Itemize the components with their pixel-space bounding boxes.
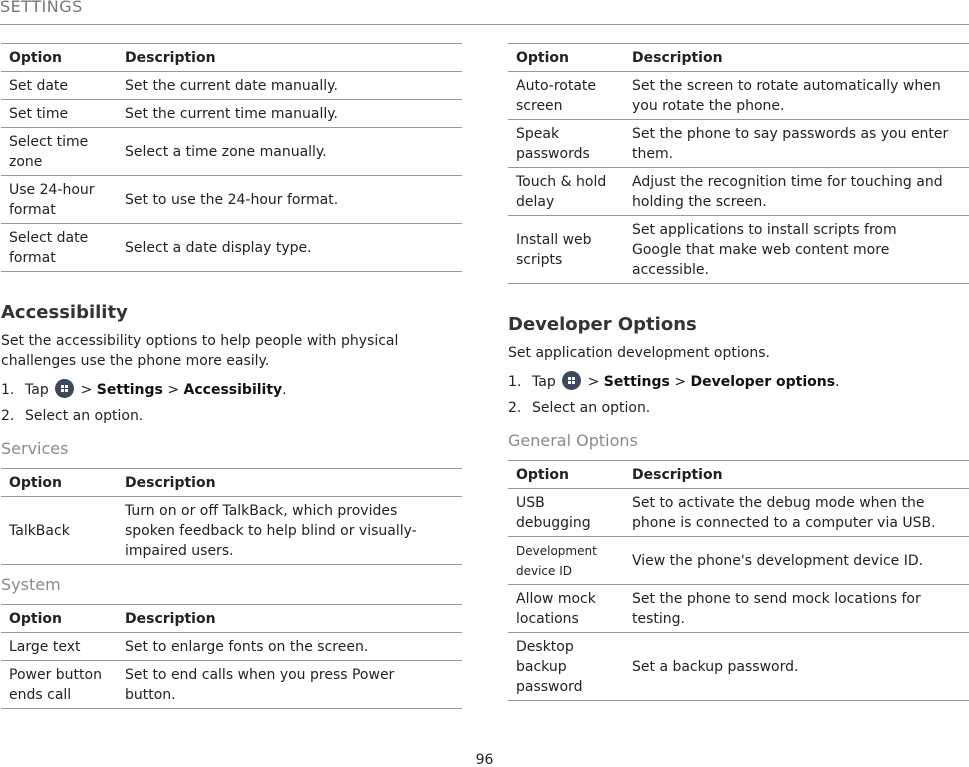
step-item [508, 369, 969, 395]
left-column [1, 43, 462, 709]
table-header-row [1, 469, 462, 497]
developer-intro: Set application development options. [508, 345, 770, 361]
option-cell: Set date [1, 72, 117, 100]
table-row [508, 168, 969, 216]
option-cell: Large text [1, 633, 117, 661]
step-end: . [835, 374, 840, 390]
column-header-description: Description [117, 469, 462, 497]
accessibility-steps [1, 377, 462, 429]
description-cell: Select a date display type. [117, 224, 462, 272]
option-cell: USB debugging [508, 489, 624, 537]
step-item [1, 377, 462, 403]
step-number: 1. [1, 382, 15, 398]
table-row [1, 128, 462, 176]
table-row [508, 537, 969, 585]
table-row [1, 633, 462, 661]
description-cell: Set the screen to rotate automatically when you rotate the phone. [624, 72, 969, 120]
table-row [1, 176, 462, 224]
description-cell: Adjust the recognition time for touching and holding the screen. [624, 168, 969, 216]
description-cell: Turn on or off TalkBack, which provides spoken feedback to help blind or visually-impaired users. [117, 497, 462, 565]
general-options-table [508, 460, 969, 701]
step-number: 2. [508, 400, 522, 416]
option-cell: Use 24-hour format [1, 176, 117, 224]
table-header-row [1, 605, 462, 633]
table-row [1, 72, 462, 100]
column-header-option: Option [1, 469, 117, 497]
table-row [508, 585, 969, 633]
table-row [1, 100, 462, 128]
option-cell: Power button ends call [1, 661, 117, 709]
services-options-table [1, 468, 462, 565]
option-cell: Select time zone [1, 128, 117, 176]
table-header-row [508, 461, 969, 489]
description-cell: Set to activate the debug mode when the phone is connected to a computer via USB. [624, 489, 969, 537]
apps-icon [562, 371, 581, 390]
column-header-option: Option [1, 605, 117, 633]
description-cell: Set the phone to send mock locations for testing. [624, 585, 969, 633]
accessibility-options-table [508, 43, 969, 284]
accessibility-keyword: Accessibility [183, 382, 283, 398]
separator: > [674, 374, 687, 390]
description-cell: Set to use the 24-hour format. [117, 176, 462, 224]
description-cell: Set the current time manually. [117, 100, 462, 128]
accessibility-intro: Set the accessibility options to help people with physical challenges use the phone more easily. [1, 333, 399, 369]
step-item [508, 395, 969, 421]
date-time-options-table [1, 43, 462, 272]
column-header-option: Option [508, 461, 624, 489]
separator: > [80, 382, 93, 398]
table-row [508, 216, 969, 284]
description-cell: Set to end calls when you press Power button. [117, 661, 462, 709]
step-end: . [282, 382, 287, 398]
option-cell: Auto-rotate screen [508, 72, 624, 120]
system-options-table [1, 604, 462, 709]
column-header-option: Option [508, 44, 624, 72]
table-row [1, 497, 462, 565]
column-header-description: Description [624, 461, 969, 489]
table-header-row [1, 44, 462, 72]
table-header-row [508, 44, 969, 72]
option-cell: Install web scripts [508, 216, 624, 284]
step-number: 2. [1, 408, 15, 424]
step-text: Tap [532, 374, 556, 390]
table-row [508, 633, 969, 701]
developer-steps [508, 369, 969, 421]
header-divider [0, 24, 969, 25]
system-heading: System [1, 575, 61, 594]
option-cell: Allow mock locations [508, 585, 624, 633]
table-row [508, 489, 969, 537]
option-cell: Development device ID [508, 537, 624, 585]
developer-options-heading: Developer Options [508, 314, 697, 335]
table-row [1, 224, 462, 272]
option-cell: Speak passwords [508, 120, 624, 168]
right-column [508, 43, 969, 701]
column-header-option: Option [1, 44, 117, 72]
description-cell: Select a time zone manually. [117, 128, 462, 176]
option-cell: Desktop backup password [508, 633, 624, 701]
description-cell: Set a backup password. [624, 633, 969, 701]
description-cell: Set applications to install scripts from Google that make web content more accessible. [624, 216, 969, 284]
separator: > [587, 374, 600, 390]
description-cell: Set the current date manually. [117, 72, 462, 100]
separator: > [167, 382, 180, 398]
option-cell: Touch & hold delay [508, 168, 624, 216]
apps-icon [55, 379, 74, 398]
step-item [1, 403, 462, 429]
description-cell: View the phone's development device ID. [624, 537, 969, 585]
table-row [1, 661, 462, 709]
option-cell: Set time [1, 100, 117, 128]
services-heading: Services [1, 439, 69, 458]
table-row [508, 72, 969, 120]
table-row [508, 120, 969, 168]
option-cell: TalkBack [1, 497, 117, 565]
header-title: SETTINGS [0, 0, 83, 16]
general-options-heading: General Options [508, 431, 638, 450]
description-cell: Set to enlarge fonts on the screen. [117, 633, 462, 661]
page-number: 96 [475, 752, 494, 767]
step-text: Select an option. [25, 408, 144, 424]
accessibility-heading: Accessibility [1, 302, 128, 323]
column-header-description: Description [117, 605, 462, 633]
settings-keyword: Settings [96, 382, 163, 398]
step-number: 1. [508, 374, 522, 390]
column-header-description: Description [624, 44, 969, 72]
step-text: Tap [25, 382, 49, 398]
developer-options-keyword: Developer options [690, 374, 836, 390]
option-cell: Select date format [1, 224, 117, 272]
column-header-description: Description [117, 44, 462, 72]
description-cell: Set the phone to say passwords as you enter them. [624, 120, 969, 168]
settings-keyword: Settings [603, 374, 670, 390]
step-text: Select an option. [532, 400, 651, 416]
